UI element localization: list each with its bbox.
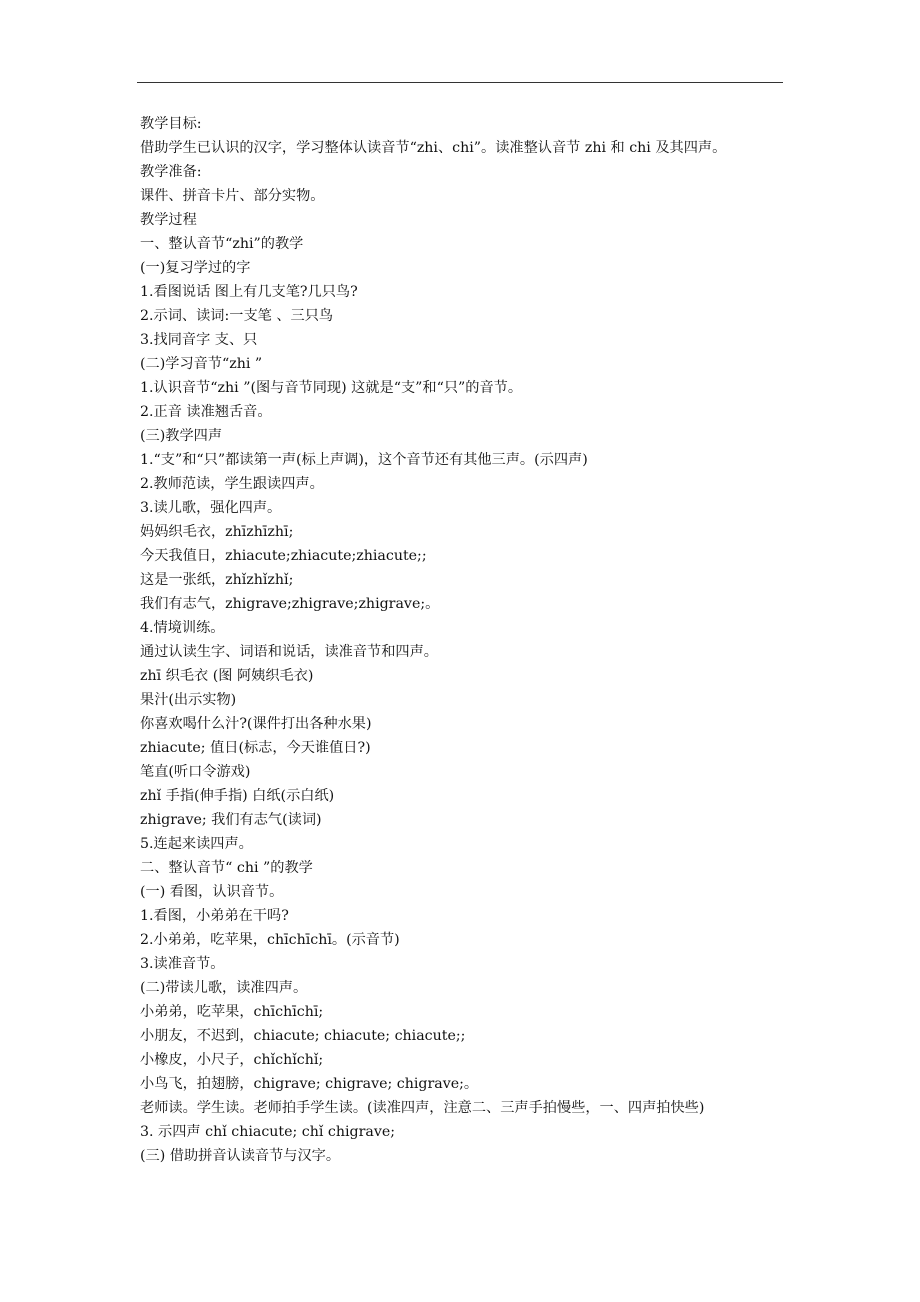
heading-preparation: 教学准备: bbox=[140, 164, 202, 180]
text-line: 果汁(出示实物) bbox=[140, 692, 237, 708]
heading-objectives: 教学目标: bbox=[140, 116, 202, 132]
text-line: 笔直(听口令游戏) bbox=[140, 764, 251, 780]
text-line: zhǐ 手指(伸手指) 白纸(示白纸) bbox=[140, 788, 335, 804]
rhyme-line: 小鸟飞，拍翅膀，chigrave; chigrave; chigrave;。 bbox=[140, 1076, 479, 1092]
document-body bbox=[140, 112, 800, 1168]
rhyme-line: 这是一张纸，zhǐzhǐzhǐ; bbox=[140, 572, 294, 588]
text-line: 3.找同音字 支、只 bbox=[140, 332, 258, 348]
text-line: (二)带读儿歌，读准四声。 bbox=[140, 980, 308, 996]
text-line: 1.看图说话 图上有几支笔?几只鸟? bbox=[140, 284, 358, 300]
text-line: zhī 织毛衣 (图 阿姨织毛衣) bbox=[140, 668, 314, 684]
text-line: zhiacute; 值日(标志，今天谁值日?) bbox=[140, 740, 371, 756]
text-line: 1.认识音节“zhi ”(图与音节同现) 这就是“支”和“只”的音节。 bbox=[140, 380, 523, 396]
text-line: 2.正音 读准翘舌音。 bbox=[140, 404, 272, 420]
text-line: 老师读。学生读。老师拍手学生读。(读准四声，注意二、三声手拍慢些，一、四声拍快些) bbox=[140, 1100, 705, 1116]
text-line: 3.读儿歌，强化四声。 bbox=[140, 500, 282, 516]
rhyme-line: 小朋友，不迟到，chiacute; chiacute; chiacute;; bbox=[140, 1028, 466, 1044]
rhyme-line: 妈妈织毛衣，zhīzhīzhī; bbox=[140, 524, 294, 540]
section-one-title: 一、整认音节“zhi”的教学 bbox=[140, 236, 304, 252]
text-line: 1.看图，小弟弟在干吗? bbox=[140, 908, 289, 924]
text-line: 5.连起来读四声。 bbox=[140, 836, 253, 852]
text-line: (三) 借助拼音认读音节与汉字。 bbox=[140, 1148, 341, 1164]
text-line: 通过认读生字、词语和说话，读准音节和四声。 bbox=[140, 644, 438, 660]
objectives-text: 借助学生已认识的汉字，学习整体认读音节“zhi、chi”。读准整认音节 zhi 和 chi 及其四声。 bbox=[140, 140, 727, 156]
preparation-text: 课件、拼音卡片、部分实物。 bbox=[140, 188, 325, 204]
text-line: 4.情境训练。 bbox=[140, 620, 225, 636]
text-line: (三)教学四声 bbox=[140, 428, 223, 444]
text-line: (一)复习学过的字 bbox=[140, 260, 251, 276]
rhyme-line: 我们有志气，zhigrave;zhigrave;zhigrave;。 bbox=[140, 596, 440, 612]
text-line: 2.小弟弟，吃苹果，chīchīchī。(示音节) bbox=[140, 932, 400, 948]
section-two-title: 二、整认音节“ chi ”的教学 bbox=[140, 860, 313, 876]
text-line: 2.示词、读词:一支笔 、三只鸟 bbox=[140, 308, 334, 324]
header-rule bbox=[137, 82, 783, 83]
text-line: zhigrave; 我们有志气(读词) bbox=[140, 812, 322, 828]
text-line: 3. 示四声 chǐ chiacute; chǐ chigrave; bbox=[140, 1124, 396, 1140]
text-line: (一) 看图，认识音节。 bbox=[140, 884, 284, 900]
rhyme-line: 小橡皮，小尺子，chǐchǐchǐ; bbox=[140, 1052, 324, 1068]
rhyme-line: 今天我值日，zhiacute;zhiacute;zhiacute;; bbox=[140, 548, 427, 564]
text-line: 1.“支”和“只”都读第一声(标上声调)，这个音节还有其他三声。(示四声) bbox=[140, 452, 588, 468]
text-line: (二)学习音节“zhi ” bbox=[140, 356, 263, 372]
heading-process: 教学过程 bbox=[140, 212, 197, 228]
rhyme-line: 小弟弟，吃苹果，chīchīchī; bbox=[140, 1004, 324, 1020]
text-line: 你喜欢喝什么汁?(课件打出各种水果) bbox=[140, 716, 372, 732]
text-line: 3.读准音节。 bbox=[140, 956, 225, 972]
text-line: 2.教师范读，学生跟读四声。 bbox=[140, 476, 324, 492]
